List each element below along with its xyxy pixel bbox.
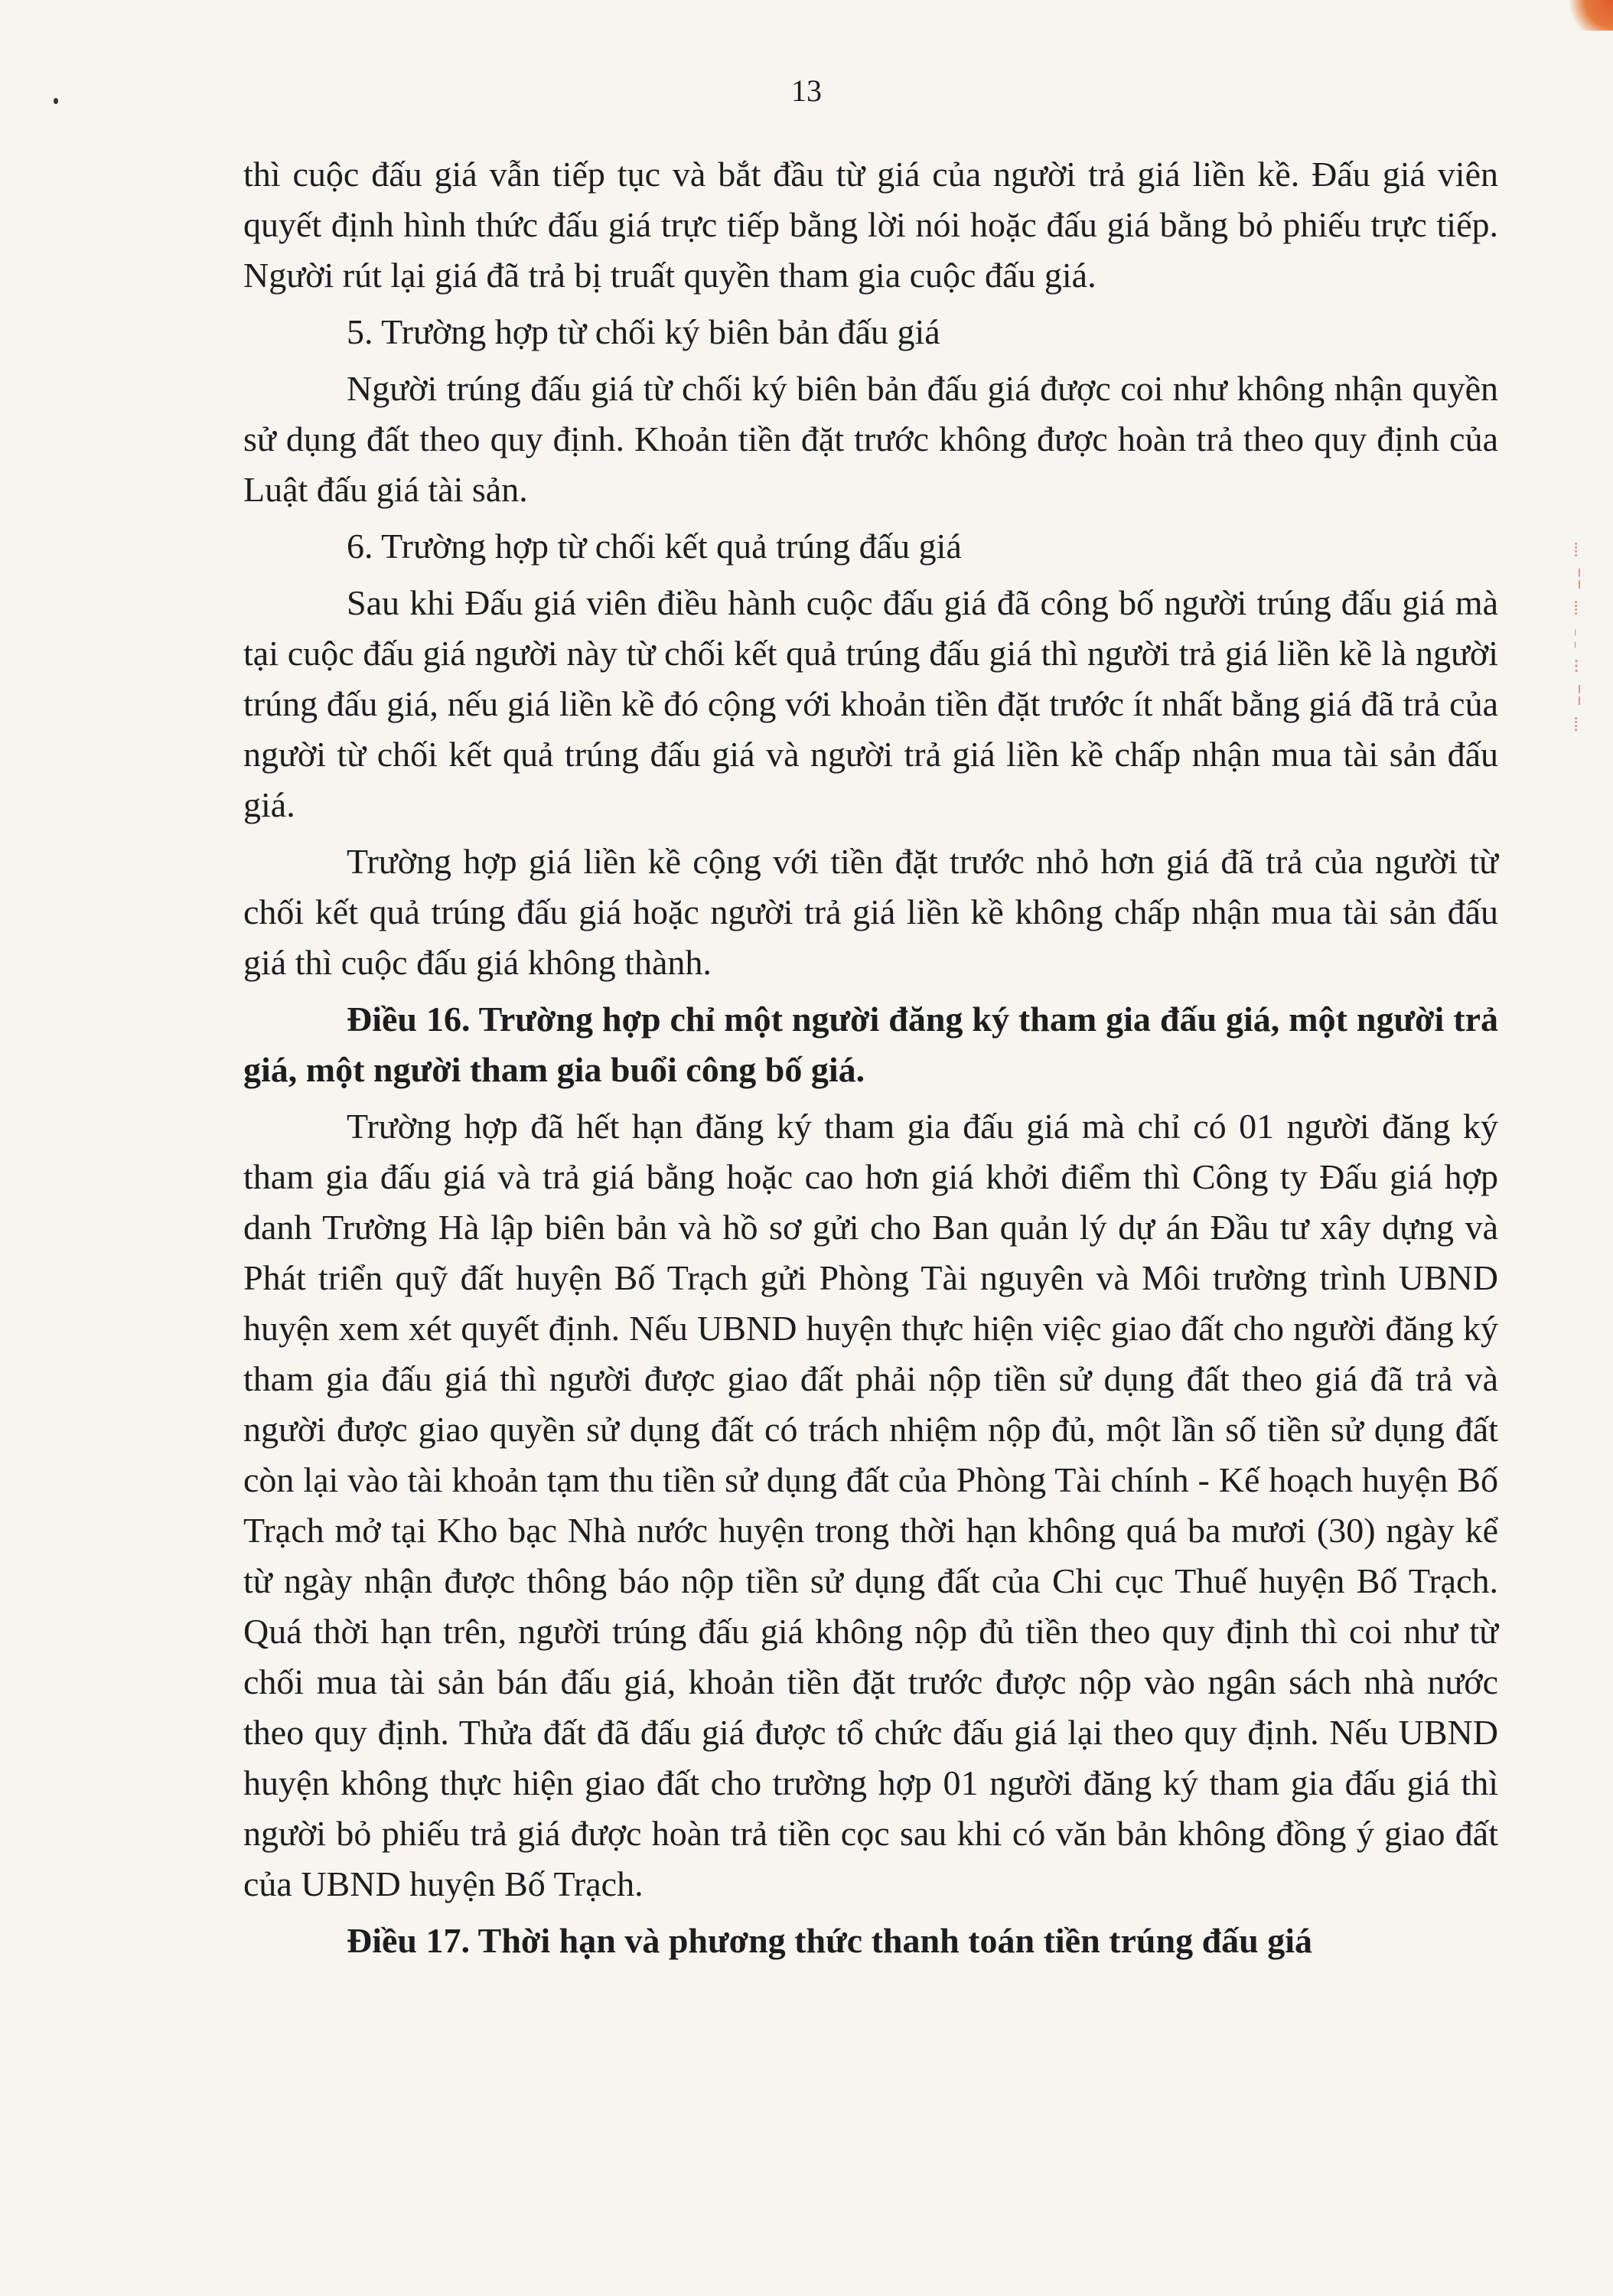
subheading-refuse-result: 6. Trường hợp từ chối kết quả trúng đấu giá: [347, 527, 962, 566]
article-16-heading: Điều 16. Trường hợp chỉ một người đăng ký tham gia đấu giá, một người trả giá, một người tham gia buổi công bố giá.: [243, 1000, 1498, 1089]
article-16-body: Trường hợp đã hết hạn đăng ký tham gia đấu giá mà chỉ có 01 người đăng ký tham gia đấu giá và trả giá bằng hoặc cao hơn giá khởi điểm thì Công ty Đấu giá hợp danh Trường Hà lập biên bản và hồ sơ gửi cho Ban quản lý dự án Đầu tư xây dựng và Phát triển quỹ đất huyện Bố Trạch gửi Phòng Tài nguyên và Môi trường trình UBND huyện xem xét quyết định. Nếu UBND huyện thực hiện việc giao đất cho người đăng ký tham gia đấu giá thì người được giao đất phải nộp tiền sử dụng đất theo giá đã trả và người được giao quyền sử dụng đất có trách nhiệm nộp đủ, một lần số tiền sử dụng đất còn lại vào tài khoản tạm thu tiền sử dụng đất của Phòng Tài chính - Kế hoạch huyện Bố Trạch mở tại Kho bạc Nhà nước huyện trong thời hạn không quá ba mươi (30) ngày kể từ ngày nhận được thông báo nộp tiền sử dụng đất của Chi cục Thuế huyện Bố Trạch. Quá thời hạn trên, người trúng đấu giá không nộp đủ tiền theo quy định thì coi như từ chối mua tài sản bán đấu giá, khoản tiền đặt trước được nộp vào ngân sách nhà nước theo quy định. Thửa đất đã đấu giá được tổ chức đấu giá lại theo quy định. Nếu UBND huyện không thực hiện giao đất cho trường hợp 01 người đăng ký tham gia đấu giá thì người bỏ phiếu trả giá được hoàn trả tiền cọc sau khi có văn bản không đồng ý giao đất của UBND huyện Bố Trạch.: [243, 1107, 1498, 1903]
subheading-refuse-sign: 5. Trường hợp từ chối ký biên bản đấu giá: [347, 312, 940, 351]
paragraph-refuse-sign: Người trúng đấu giá từ chối ký biên bản đấu giá được coi như không nhận quyền sử dụng đất theo quy định. Khoản tiền đặt trước không được hoàn trả theo quy định của Luật đấu giá tài sản.: [243, 369, 1498, 509]
corner-stain: [1559, 0, 1613, 31]
edge-stamp-mark: ⁞ ╎ ⁞ ¦ ⁝ ╎ ⁞: [1573, 539, 1585, 735]
paragraph-continuation: thì cuộc đấu giá vẫn tiếp tục và bắt đầu từ giá của người trả giá liền kề. Đấu giá viên quyết định hình thức đấu giá trực tiếp bằng lời nói hoặc đấu giá bằng bỏ phiếu trực tiếp. Người rút lại giá đã trả bị truất quyền tham gia cuộc đấu giá.: [243, 155, 1498, 295]
article-17-heading: Điều 17. Thời hạn và phương thức thanh toán tiền trúng đấu giá: [347, 1921, 1313, 1960]
paragraph-refuse-result-1: Sau khi Đấu giá viên điều hành cuộc đấu giá đã công bố người trúng đấu giá mà tại cuộc đấu giá người này từ chối kết quả trúng đấu giá thì người trả giá liền kề là người trúng đấu giá, nếu giá liền kề đó cộng với khoản tiền đặt trước ít nhất bằng giá đã trả của người từ chối kết quả trúng đấu giá và người trả giá liền kề chấp nhận mua tài sản đấu giá.: [243, 583, 1498, 824]
page-number: 13: [791, 73, 822, 108]
document-body: [243, 149, 1498, 1972]
paragraph-refuse-result-2: Trường hợp giá liền kề cộng với tiền đặt trước nhỏ hơn giá đã trả của người từ chối kết quả trúng đấu giá hoặc người trả giá liền kề không chấp nhận mua tài sản đấu giá thì cuộc đấu giá không thành.: [243, 842, 1498, 982]
